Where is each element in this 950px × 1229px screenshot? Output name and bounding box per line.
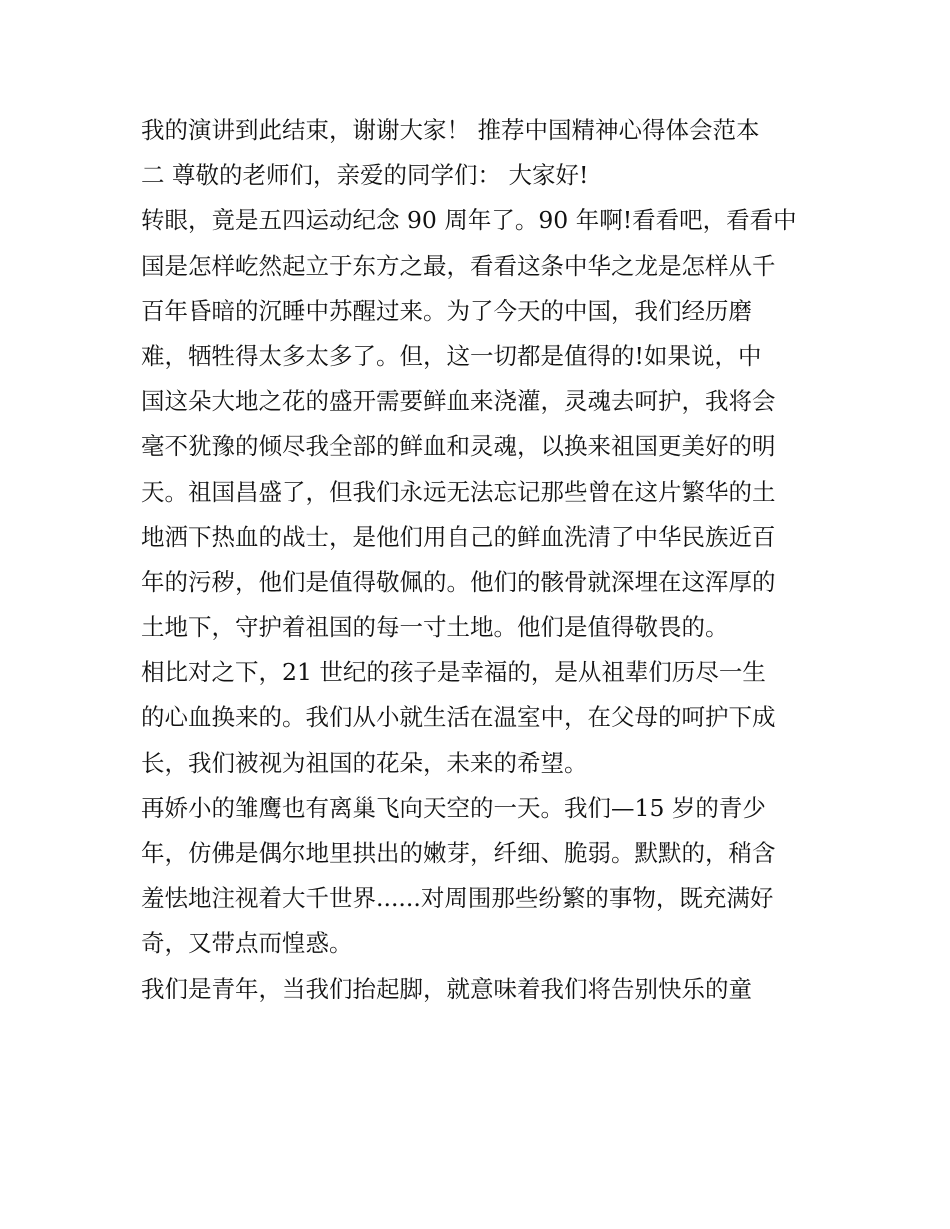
text-line: 我们是青年，当我们抬起脚，就意味着我们将告别快乐的童 [141,974,752,1003]
text-line: 长，我们被视为祖国的花朵，未来的希望。 [141,748,588,777]
text-line: 的心血换来的。我们从小就生活在温室中，在父母的呵护下成 [141,703,776,732]
text-line: 相比对之下，21 世纪的孩子是幸福的，是从祖辈们历尽一生 [141,658,766,687]
text-line: 难，牺牲得太多太多了。但，这一切都是值得的!如果说，中 [141,341,762,370]
text-line: 二 尊敬的老师们，亲爱的同学们： 大家好! [141,161,589,190]
text-line: 土地下，守护着祖国的每一寸土地。他们是值得敬畏的。 [141,613,729,642]
text-line: 国这朵大地之花的盛开需要鲜血来浇灌，灵魂去呵护，我将会 [141,387,776,416]
text-line: 毫不犹豫的倾尽我全部的鲜血和灵魂，以换来祖国更美好的明 [141,432,776,461]
text-line: 地洒下热血的战士，是他们用自己的鲜血洗清了中华民族近百 [141,522,776,551]
text-line: 我的演讲到此结束，谢谢大家！ 推荐中国精神心得体会范本 [141,116,760,144]
text-line: 转眼，竟是五四运动纪念 90 周年了。90 年啊!看看吧，看看中 [141,206,797,235]
text-line: 天。祖国昌盛了，但我们永远无法忘记那些曾在这片繁华的土 [141,477,776,506]
document-body [141,108,821,1012]
text-line: 奇，又带点而惶惑。 [141,929,353,958]
text-line: 国是怎样屹然起立于东方之最，看看这条中华之龙是怎样从千 [141,251,776,280]
text-line: 年，仿佛是偶尔地里拱出的嫩芽，纤细、脆弱。默默的，稍含 [141,839,776,867]
text-line: 羞怯地注视着大千世界......对周围那些纷繁的事物，既充满好 [141,884,774,913]
text-line: 百年昏暗的沉睡中苏醒过来。为了今天的中国，我们经历磨 [141,296,752,325]
text-line: 年的污秽，他们是值得敬佩的。他们的骸骨就深埋在这浑厚的 [141,567,776,596]
text-line: 再娇小的雏鹰也有离巢飞向天空的一天。我们—15 岁的青少 [141,793,766,822]
